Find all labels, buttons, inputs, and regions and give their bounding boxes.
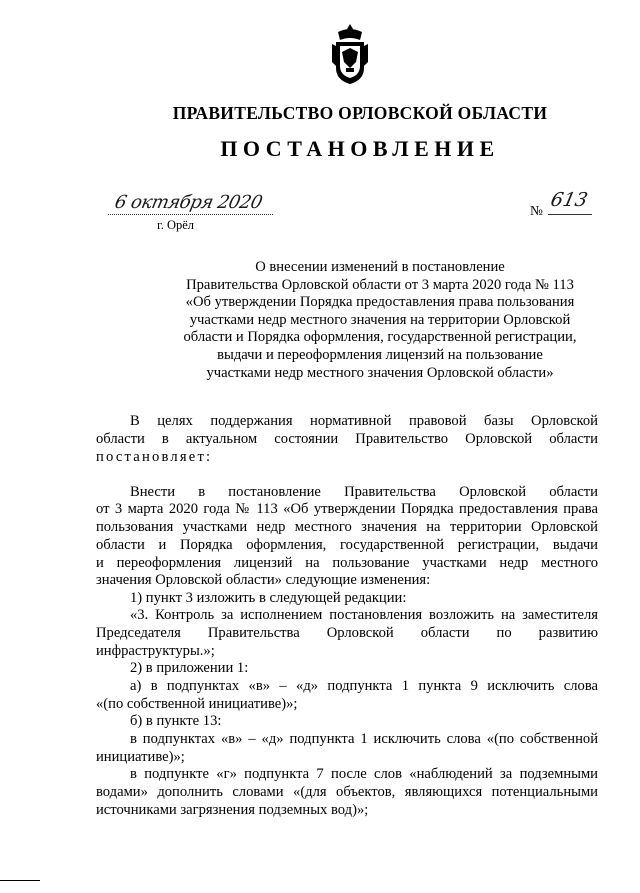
- body-line: «(по собственной инициативе)»;: [96, 696, 298, 712]
- body-line: 2) в приложении 1:: [130, 660, 249, 676]
- subject-line: выдачи и переоформления лицензий на пользование: [217, 346, 543, 363]
- document-type-title: ПОСТАНОВЛЕНИЕ: [220, 136, 500, 161]
- handwritten-number: 613: [548, 189, 590, 211]
- number-sign: №: [530, 203, 543, 218]
- body-line: области в актуальном состоянии Правительство Орловской области: [96, 431, 598, 447]
- handwritten-date: 6 октября 2020: [112, 192, 264, 213]
- body-line: Внести в постановление Правительства Орловской области: [130, 484, 598, 500]
- body-line: инициативе)»;: [96, 749, 185, 765]
- body-line: в подпункте «г» подпункта 7 после слов «наблюдений за подземными: [130, 766, 598, 782]
- body-line: водами» дополнить словами «(для объектов, являющихся потенциальными: [96, 784, 598, 800]
- body-line: от 3 марта 2020 года № 113 «Об утверждении Порядка предоставления права: [96, 501, 598, 517]
- body-line: постановляет:: [96, 449, 213, 465]
- subject-line: «Об утверждении Порядка предоставления права пользования: [185, 294, 575, 311]
- body-line: Председателя Правительства Орловской области по развитию: [96, 625, 598, 641]
- body-line: значения Орловской области» следующие изменения:: [96, 572, 431, 588]
- subject-line: участками недр местного значения на территории Орловской: [189, 311, 571, 328]
- body-line: «3. Контроль за исполнением постановления возложить на заместителя: [130, 607, 598, 623]
- body-line: В целях поддержания нормативной правовой базы Орловской: [130, 413, 598, 429]
- subject-block: [100, 259, 640, 382]
- body-line: в подпунктах «в» – «д» подпункта 1 исключить слова «(по собственной: [130, 731, 598, 747]
- body-line: пользования участками недр местного значения на территории Орловской: [96, 519, 598, 535]
- subject-line: участками недр местного значения Орловской области»: [206, 364, 554, 381]
- body-line: а) в подпунктах «в» – «д» подпункта 1 пункта 9 исключить слова: [130, 678, 598, 694]
- coat-of-arms-icon: [330, 22, 370, 86]
- body-line: и переоформления лицензий на пользование участками недр местного: [96, 555, 598, 571]
- number-underline: [548, 214, 592, 215]
- subject-line: О внесении изменений в постановление: [255, 259, 505, 275]
- footnote-divider: [0, 880, 40, 881]
- body-line: области и Порядка оформления, государственной регистрации, выдачи: [96, 537, 598, 553]
- date-underline: [108, 214, 273, 216]
- body-line: инфраструктуры.»;: [96, 643, 215, 659]
- subject-line: области и Порядка оформления, государственной регистрации,: [183, 329, 577, 346]
- body-line: источниками загрязнения подземных вод)»;: [96, 802, 369, 818]
- body-line: 1) пункт 3 изложить в следующей редакции:: [130, 590, 407, 606]
- subject-line: Правительства Орловской области от 3 марта 2020 года № 113: [186, 276, 574, 293]
- government-title: ПРАВИТЕЛЬСТВО ОРЛОВСКОЙ ОБЛАСТИ: [172, 103, 548, 123]
- city-label: г. Орёл: [157, 218, 195, 232]
- body-line: б) в пункте 13:: [130, 713, 222, 729]
